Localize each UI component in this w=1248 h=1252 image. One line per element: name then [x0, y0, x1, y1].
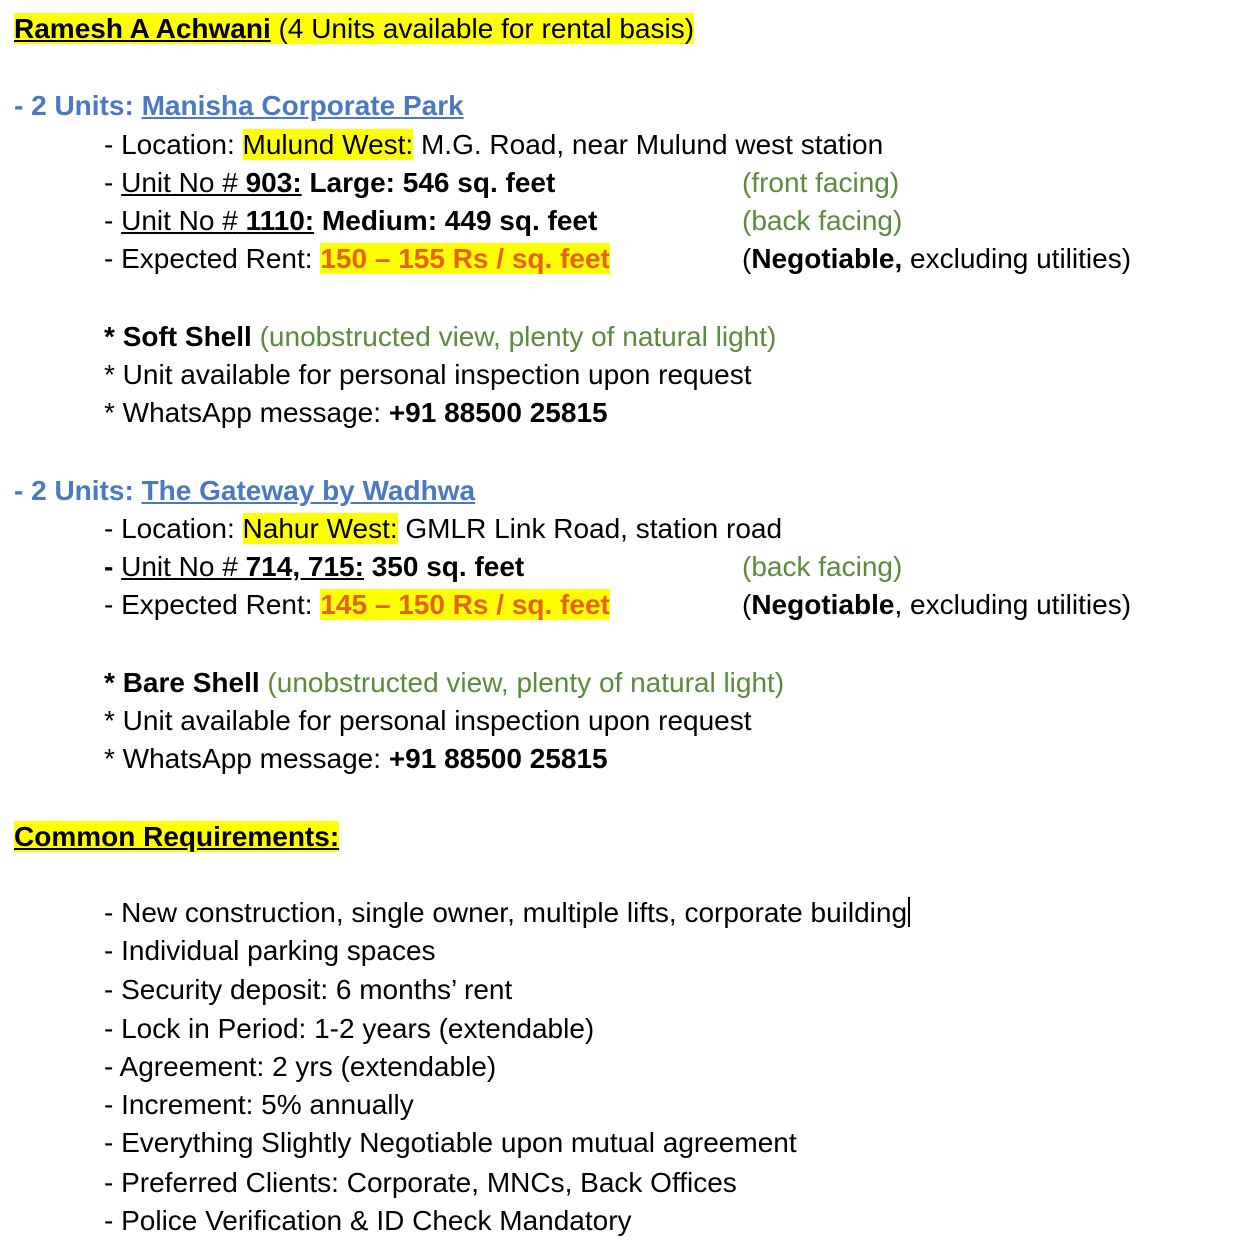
property1-unit-a-number: 903: — [245, 167, 302, 198]
text-cursor — [908, 897, 910, 927]
property1-unit-a — [104, 166, 555, 200]
property2-location-area: Nahur West: — [242, 513, 398, 544]
property1-shell-type: Soft Shell — [122, 321, 252, 352]
property1-unit-b-facing: (back facing) — [742, 205, 903, 236]
property1-unit-a-dash: - — [104, 167, 122, 198]
requirement-item: - Individual parking spaces — [104, 935, 436, 966]
property1-rent-note-bold: Negotiable, — [751, 243, 903, 274]
property2-rent-label: - Expected Rent: — [104, 589, 313, 620]
property2-location — [104, 512, 782, 546]
property2-whatsapp — [104, 742, 608, 776]
property2-unit-number: 714, 715: — [245, 551, 364, 582]
property1-location-detail: M.G. Road, near Mulund west station — [420, 129, 884, 160]
requirement-item[interactable] — [104, 896, 910, 930]
property1-unit-a-facing: (front facing) — [742, 167, 900, 198]
property2-shell-label — [104, 667, 260, 698]
property1-unit-b-size: Medium: 449 sq. feet — [321, 205, 598, 236]
property2-rent — [104, 588, 610, 622]
property2-rent-note — [742, 588, 1131, 622]
property2-shell-star: * — [104, 667, 123, 698]
property1-rent — [104, 242, 610, 276]
property1-shell-note: (unobstructed view, plenty of natural light) — [259, 321, 777, 352]
property1-unit-b-number: 1110: — [245, 205, 315, 236]
owner-note: (4 Units available for rental basis) — [278, 13, 695, 44]
property2-unit-facing: (back facing) — [742, 551, 903, 582]
property1-shell-star: * — [104, 321, 123, 352]
property1-whatsapp — [104, 396, 608, 430]
property2-shell-type: Bare Shell — [122, 667, 260, 698]
property1-unit-a-ref — [121, 167, 302, 198]
property2-rent-note-open: ( — [742, 589, 752, 620]
requirement-item: - Agreement: 2 yrs (extendable) — [104, 1051, 497, 1082]
property2-rent-note-bold: Negotiable — [751, 589, 895, 620]
property2-whatsapp-number: +91 88500 25815 — [388, 743, 608, 774]
property1-unit-b-label: Unit No # — [121, 205, 238, 236]
property1-name-link[interactable]: Manisha Corporate Park — [141, 90, 464, 121]
property1-rent-note — [742, 242, 1131, 276]
property2-unit-ref — [121, 551, 364, 582]
property2-shell-note: (unobstructed view, plenty of natural light) — [267, 667, 785, 698]
owner-name: Ramesh A Achwani — [14, 13, 271, 44]
property2-whatsapp-label: * WhatsApp message: — [104, 743, 382, 774]
property2-unit-size: 350 sq. feet — [371, 551, 525, 582]
requirement-item: - Police Verification & ID Check Mandatory — [104, 1205, 632, 1236]
property1-inspection: * Unit available for personal inspection upon request — [104, 359, 752, 390]
property1-shell-label — [104, 321, 252, 352]
requirement-item: - Increment: 5% annually — [104, 1089, 414, 1120]
property1-unit-a-label: Unit No # — [121, 167, 238, 198]
property2-location-detail: GMLR Link Road, station road — [405, 513, 783, 544]
property2-units-prefix: - 2 Units: — [14, 475, 134, 506]
property1-unit-a-size: Large: 546 sq. feet — [309, 167, 556, 198]
property2-unit-label: Unit No # — [121, 551, 238, 582]
property1-rent-label: - Expected Rent: — [104, 243, 313, 274]
property1-whatsapp-number: +91 88500 25815 — [388, 397, 608, 428]
common-title-text: Common Requirements: — [14, 821, 340, 852]
common-title — [14, 820, 339, 854]
property1-location-area: Mulund West: — [242, 129, 414, 160]
property1-location-label: - Location: — [104, 129, 235, 160]
property1-whatsapp-label: * WhatsApp message: — [104, 397, 382, 428]
property2-rent-value: 145 – 150 Rs / sq. feet — [320, 589, 610, 620]
property1-rent-note-rest: excluding utilities) — [902, 243, 1132, 274]
property1-heading — [14, 89, 464, 123]
property2-shell — [104, 666, 784, 700]
property2-heading — [14, 474, 475, 508]
document-header — [14, 12, 694, 46]
requirement-text: - New construction, single owner, multiple lifts, corporate building — [104, 897, 908, 928]
property2-inspection: * Unit available for personal inspection upon request — [104, 705, 752, 736]
property2-location-label: - Location: — [104, 513, 235, 544]
requirement-item: - Preferred Clients: Corporate, MNCs, Back Offices — [104, 1167, 737, 1198]
requirement-item: - Security deposit: 6 months’ rent — [104, 974, 513, 1005]
property1-unit-b — [104, 204, 597, 238]
property1-unit-b-dash: - — [104, 205, 122, 236]
property2-rent-note-rest: , excluding utilities) — [894, 589, 1132, 620]
requirement-item: - Everything Slightly Negotiable upon mutual agreement — [104, 1127, 797, 1158]
property2-unit — [104, 550, 524, 584]
property1-units-prefix: - 2 Units: — [14, 90, 134, 121]
property1-location — [104, 128, 883, 162]
requirement-item: - Lock in Period: 1-2 years (extendable) — [104, 1013, 595, 1044]
property2-name-link[interactable]: The Gateway by Wadhwa — [141, 475, 476, 506]
property1-unit-b-ref — [121, 205, 314, 236]
property1-rent-note-open: ( — [742, 243, 752, 274]
property2-unit-dash: - — [104, 551, 122, 582]
property1-shell — [104, 320, 776, 354]
property1-rent-value: 150 – 155 Rs / sq. feet — [320, 243, 610, 274]
